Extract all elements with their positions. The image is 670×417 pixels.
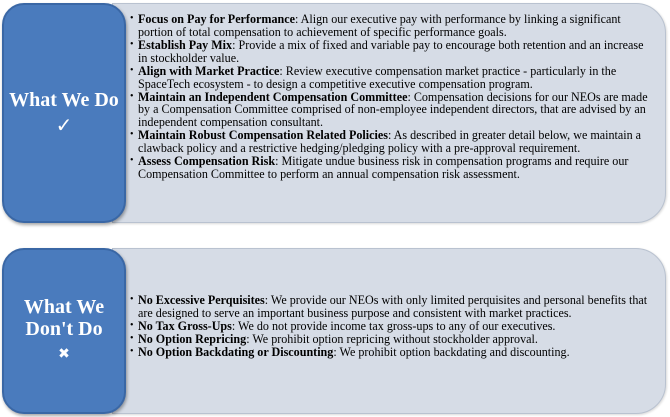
x-mark-icon: ✖ (58, 347, 70, 362)
checkmark-icon: ✓ (55, 115, 73, 137)
bullet-icon: • (130, 319, 134, 331)
what-we-dont-do-title: What We Don't Do (23, 296, 105, 340)
bullet-icon: • (130, 155, 134, 167)
what-we-do-list (130, 12, 650, 181)
list-item: • No Excessive Perquisites: We provide our NEOs with only limited perquisites and personal benefits that are designed to serve an important business purpose and consistent with market practices. (130, 293, 648, 320)
list-item: • Maintain an Independent Compensation Committee: Compensation decisions for our NEOs are made by a Compensation Committee comprised of non-employee independent directors, that are advised by an independent compensation consultant. (130, 89, 648, 130)
list-item: • Align with Market Practice: Review executive compensation market practice - particularly in the SpaceTech ecosystem - to design a competitive executive compensation program. (130, 63, 617, 91)
bullet-icon: • (130, 64, 134, 76)
bullet-icon: • (130, 333, 134, 345)
what-we-dont-do-panel (2, 248, 666, 414)
what-we-dont-do-label-box (2, 248, 126, 414)
list-item: • No Option Repricing: We prohibit option repricing without stockholder approval. (130, 332, 538, 347)
list-item: • No Tax Gross-Ups: We do not provide income tax gross-ups to any of our executives. (130, 318, 556, 333)
bullet-icon: • (130, 294, 134, 305)
bullet-icon: • (130, 129, 134, 141)
bullet-icon: • (130, 13, 134, 24)
list-item: • Focus on Pay for Performance: Align our executive pay with performance by linking a significant portion of total compensation to achievement of specific performance goals. (130, 12, 621, 39)
list-item: • Establish Pay Mix: Provide a mix of fixed and variable pay to encourage both retention and an increase in stockholder value. (130, 37, 644, 65)
list-item: • Maintain Robust Compensation Related Policies: As described in greater detail below, we maintain a clawback policy and a restrictive hedging/pledging policy with a pre-approval requirement. (130, 128, 642, 156)
bullet-icon: • (130, 90, 134, 102)
list-item: • Assess Compensation Risk: Mitigate undue business risk in compensation programs and require our Compensation Committee to perform an annual compensation risk assessment. (130, 154, 629, 181)
what-we-do-label-box (2, 3, 126, 223)
list-item: • No Option Backdating or Discounting: We prohibit option backdating and discounting. (130, 345, 570, 360)
what-we-dont-do-list (130, 293, 650, 360)
bullet-icon: • (130, 38, 134, 50)
what-we-do-title: What We Do (9, 89, 119, 111)
bullet-icon: • (130, 346, 134, 358)
what-we-do-panel (2, 3, 666, 223)
